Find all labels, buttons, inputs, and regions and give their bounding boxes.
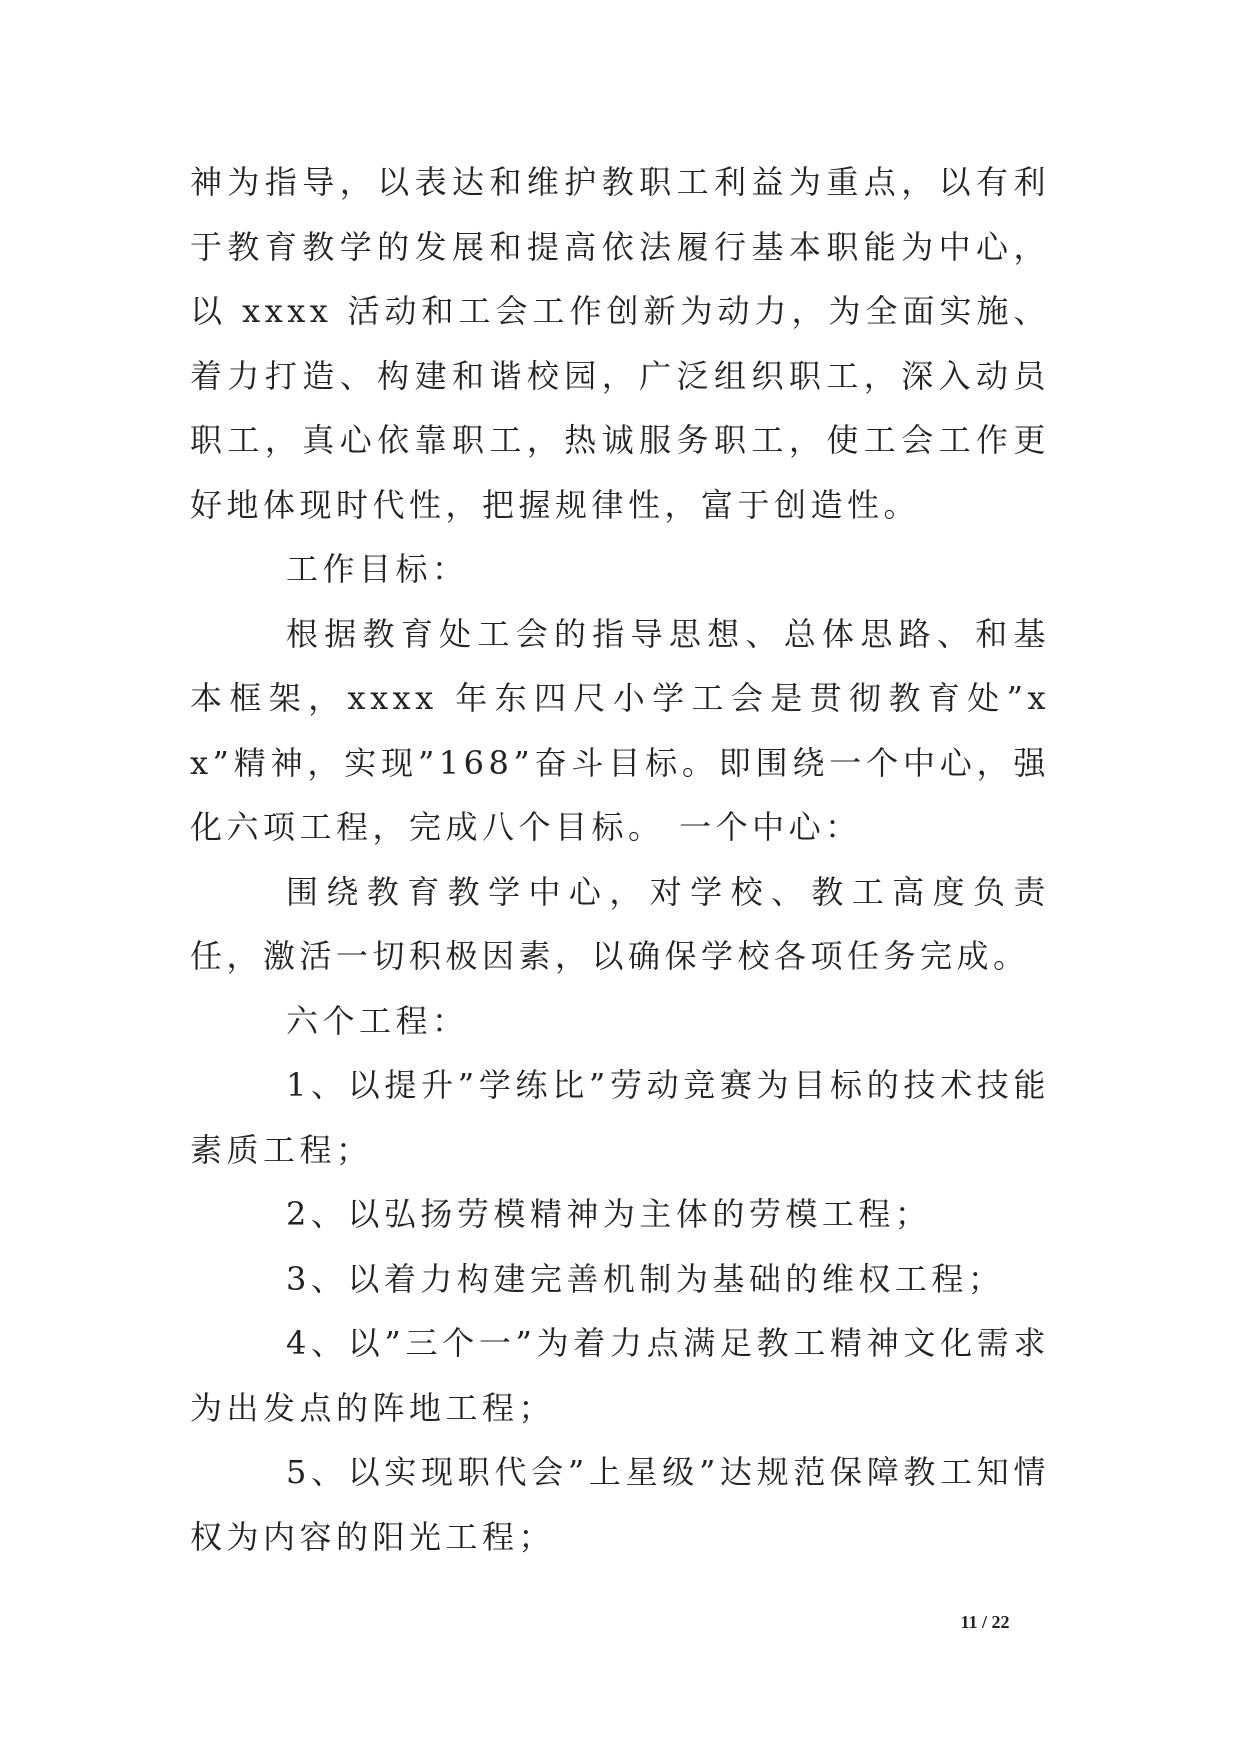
paragraph-guiding-principle: 神为指导，以表达和维护教职工利益为重点，以有利于教育教学的发展和提高依法履行基本职能为中心，以 xxxx 活动和工会工作创新为动力，为全面实施、着力打造、构建和谐校园，广泛组织职工，深入动员职工，真心依靠职工，热诚服务职工，使工会工作更好地体现时代性，把握规律性，富于创造性。	[190, 163, 1050, 524]
list-item-project-2: 2、以弘扬劳模精神为主体的劳模工程；	[286, 1195, 932, 1233]
list-item-project-4: 4、以”三个一”为着力点满足教工精神文化需求为出发点的阵地工程；	[190, 1324, 1050, 1427]
list-item-project-3: 3、以着力构建完善机制为基础的维权工程；	[286, 1259, 1005, 1298]
document-body	[190, 150, 1050, 1569]
paragraph-one-center: 围绕教育教学中心，对学校、教工高度负责任，激活一切积极因素，以确保学校各项任务完成。	[190, 872, 1050, 975]
paragraph-six-projects-heading: 六个工程：	[286, 1001, 469, 1040]
paragraph-work-goals: 根据教育处工会的指导思想、总体思路、和基本框架，xxxx 年东四尺小学工会是贯彻教育处”xx”精神，实现”168”奋斗目标。即围绕一个中心，强化六项工程，完成八个目标。 一个中心：	[190, 614, 1050, 846]
page-number: 11 / 22	[960, 1612, 1010, 1632]
paragraph-work-goals-heading: 工作目标：	[286, 550, 469, 588]
list-item-project-1: 1、以提升”学练比”劳动竞赛为目标的技术技能素质工程；	[190, 1066, 1050, 1169]
list-item-project-5: 5、以实现职代会”上星级”达规范保障教工知情权为内容的阳光工程；	[190, 1453, 1050, 1556]
